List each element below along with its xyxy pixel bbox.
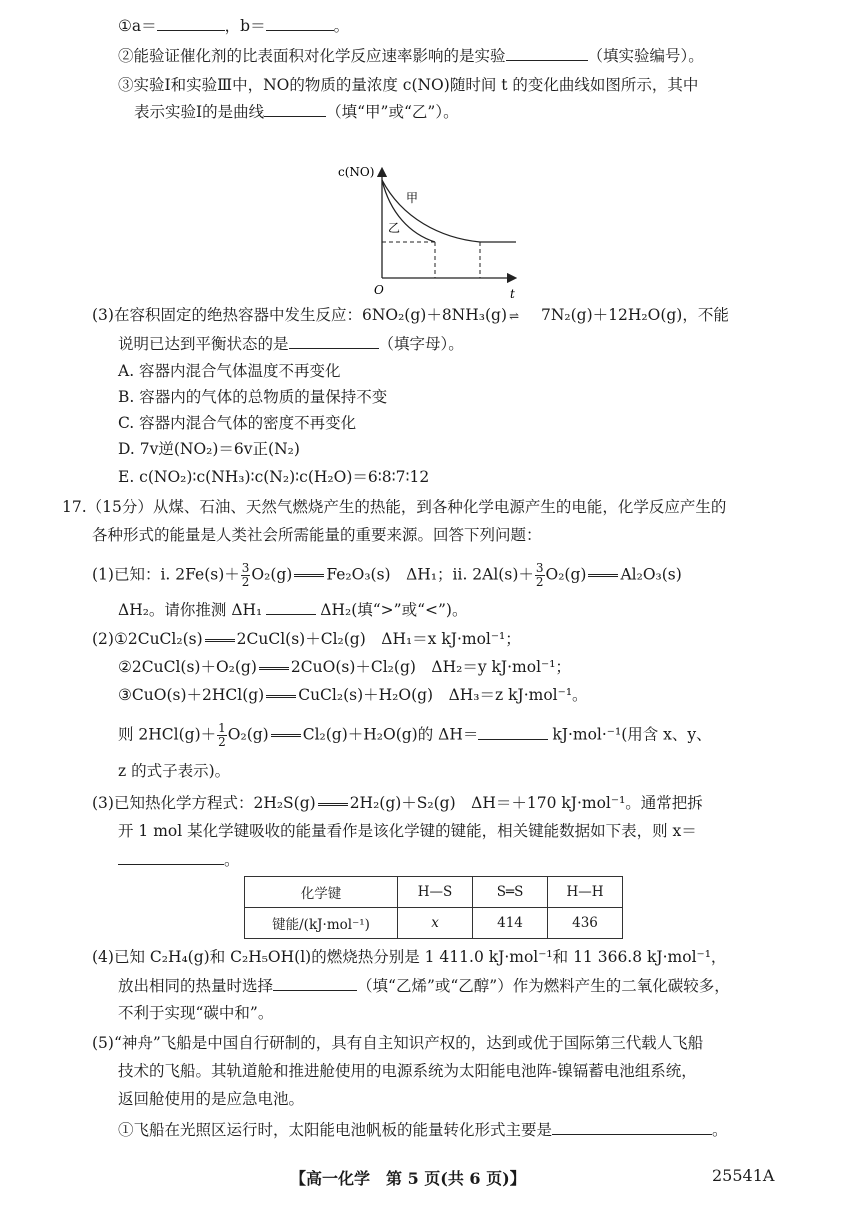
- q17-part2-line3: ③CuO(s)＋2HCl(g) CuCl₂(s)＋H₂O(g) ΔH₃＝z kJ·mol⁻¹。: [118, 686, 588, 704]
- blank-b[interactable]: [266, 14, 334, 31]
- fraction-1-2: $\frac{1}{2}$: [218, 721, 226, 749]
- option-c: C. 容器内混合气体的密度不再变化: [118, 414, 357, 432]
- origin-label: O: [374, 283, 384, 297]
- y-axis-label: c(NO): [338, 165, 375, 179]
- q17-part5-line4: ①飞船在光照区运行时，太阳能电池帆板的能量转化形式主要是 。: [118, 1118, 728, 1141]
- q17-part1-line2: ΔH₂。请你推测 ΔH₁ ΔH₂(填“>”或“<”)。: [118, 598, 467, 621]
- table-header-cell: 化学键: [245, 877, 398, 908]
- option-a: A. 容器内混合气体温度不再变化: [118, 362, 341, 380]
- table-cell: 436: [548, 908, 623, 939]
- table-header-cell: S═S: [473, 877, 548, 908]
- table-header-cell: H—H: [548, 877, 623, 908]
- equals-arrow-icon: [588, 574, 618, 577]
- q16-curve-answer-line: 表示实验Ⅰ的是曲线 （填“甲”或“乙”）。: [134, 100, 459, 123]
- curve-jia-label: 甲: [406, 191, 419, 205]
- x-axis-label: t: [510, 287, 515, 301]
- table-row: [245, 908, 623, 939]
- fraction-3-2: $\frac{3}{2}$: [535, 561, 544, 589]
- q16-curve-question: ③实验Ⅰ和实验Ⅲ中，NO的物质的量浓度 c(NO)随时间 t 的变化曲线如图所示，其中: [118, 76, 699, 94]
- label-a: ①a＝: [118, 17, 157, 35]
- q17-part4-line2: 放出相同的热量时选择 （填“乙烯”或“乙醇”）作为燃料产生的二氧化碳较多，: [118, 974, 730, 997]
- blank-a[interactable]: [157, 14, 225, 31]
- page-footer-title: 【高一化学 第 5 页(共 6 页)】: [290, 1169, 526, 1188]
- blank-experiment-number[interactable]: [506, 44, 588, 61]
- equals-arrow-icon: [318, 803, 348, 806]
- label-b: ，b＝: [224, 17, 266, 35]
- q17-part4-line3: 不利于实现“碳中和”。: [118, 1004, 274, 1022]
- q17-part2-line4: 则 2HCl(g)＋ $\frac{1}{2}$ O₂(g) Cl₂(g)＋H₂O(g)的 ΔH＝ kJ·mol·⁻¹(用含 x、y、: [118, 721, 712, 749]
- curve-jia: [382, 180, 516, 242]
- equals-arrow-icon: [271, 734, 301, 737]
- option-b: B. 容器内的气体的总物质的量保持不变: [118, 388, 388, 406]
- bond-energy-table: [244, 876, 623, 939]
- equals-arrow-icon: [205, 639, 235, 642]
- equals-arrow-icon: [266, 695, 296, 698]
- q17-part3-line2: 开 1 mol 某化学键吸收的能量看作是该化学键的键能，相关键能数据如下表，则 x＝: [118, 822, 697, 840]
- q17-part3-line3: 。: [118, 848, 240, 871]
- q16-catalyst-line: ②能验证催化剂的比表面积对化学反应速率影响的是实验 （填实验编号）。: [118, 44, 704, 67]
- equals-arrow-icon: [259, 667, 289, 670]
- table-header-cell: H—S: [398, 877, 473, 908]
- table-cell: 键能/(kJ·mol⁻¹): [245, 908, 398, 939]
- table-cell: x: [398, 908, 473, 939]
- table-header-row: [245, 877, 623, 908]
- blank-compare[interactable]: [266, 598, 316, 615]
- blank-fuel-choice[interactable]: [273, 974, 357, 991]
- q17-intro-line1: 17.（15分）从煤、石油、天然气燃烧产生的热能，到各种化学电源产生的电能，化学反应产生的: [62, 498, 727, 516]
- option-d: D. 7v逆(NO₂)＝6v正(N₂): [118, 440, 300, 458]
- q17-part5-line2: 技术的飞船。其轨道舱和推进舱使用的电源系统为太阳能电池阵-镍镉蓄电池组系统，: [118, 1062, 697, 1080]
- option-e: E. c(NO₂)∶c(NH₃)∶c(N₂)∶c(H₂O)＝6∶8∶7∶12: [118, 468, 430, 486]
- q17-part2-line1: (2)①2CuCl₂(s) 2CuCl(s)＋Cl₂(g) ΔH₁＝x kJ·mol⁻¹；: [92, 630, 521, 648]
- q17-part3-line1: (3)已知热化学方程式：2H₂S(g) 2H₂(g)＋S₂(g) ΔH＝＋170 kJ·mol⁻¹。通常把拆: [92, 794, 703, 812]
- q16-part3-line2: 说明已达到平衡状态的是 （填字母）。: [118, 332, 464, 355]
- concentration-time-graph: [330, 158, 550, 304]
- blank-energy-conversion[interactable]: [552, 1118, 712, 1135]
- q16-part3-line1: (3)在容积固定的绝热容器中发生反应：6NO₂(g)＋8NH₃(g) ⇌ 7N₂(g)＋12H₂O(g)，不能: [92, 304, 729, 327]
- q16-answer-line-a-b: ①a＝ ，b＝ 。: [118, 14, 349, 37]
- blank-curve[interactable]: [264, 100, 326, 117]
- blank-x-value[interactable]: [118, 848, 224, 865]
- table-cell: 414: [473, 908, 548, 939]
- fraction-3-2: $\frac{3}{2}$: [241, 561, 250, 589]
- q17-part1-line1: (1)已知：ⅰ. 2Fe(s)＋ $\frac{3}{2}$ O₂(g) Fe₂O₃(s) ΔH₁；ⅱ. 2Al(s)＋ $\frac{3}{2}$ O₂(g) Al₂O₃(s): [92, 561, 682, 589]
- q17-part5-line1: (5)“神舟”飞船是中国自行研制的，具有自主知识产权的，达到或优于国际第三代载人飞船: [92, 1034, 704, 1052]
- blank-part3[interactable]: [289, 332, 379, 349]
- blank-delta-h[interactable]: [478, 723, 548, 740]
- reversible-arrow-icon: ⇌: [509, 309, 520, 323]
- q17-part4-line1: (4)已知 C₂H₄(g)和 C₂H₅OH(l)的燃烧热分别是 1 411.0 kJ·mol⁻¹和 11 366.8 kJ·mol⁻¹，: [92, 948, 727, 966]
- curve-yi-label: 乙: [388, 221, 401, 235]
- q17-part5-line3: 返回舱使用的是应急电池。: [118, 1090, 305, 1108]
- equals-arrow-icon: [294, 574, 324, 577]
- q17-part2-line5: z 的式子表示)。: [118, 762, 231, 780]
- page-code: 25541A: [712, 1166, 775, 1185]
- q17-part2-line2: ②2CuCl(s)＋O₂(g) 2CuO(s)＋Cl₂(g) ΔH₂＝y kJ·mol⁻¹；: [118, 658, 571, 676]
- q17-intro-line2: 各种形式的能量是人类社会所需能量的重要来源。回答下列问题：: [92, 526, 542, 544]
